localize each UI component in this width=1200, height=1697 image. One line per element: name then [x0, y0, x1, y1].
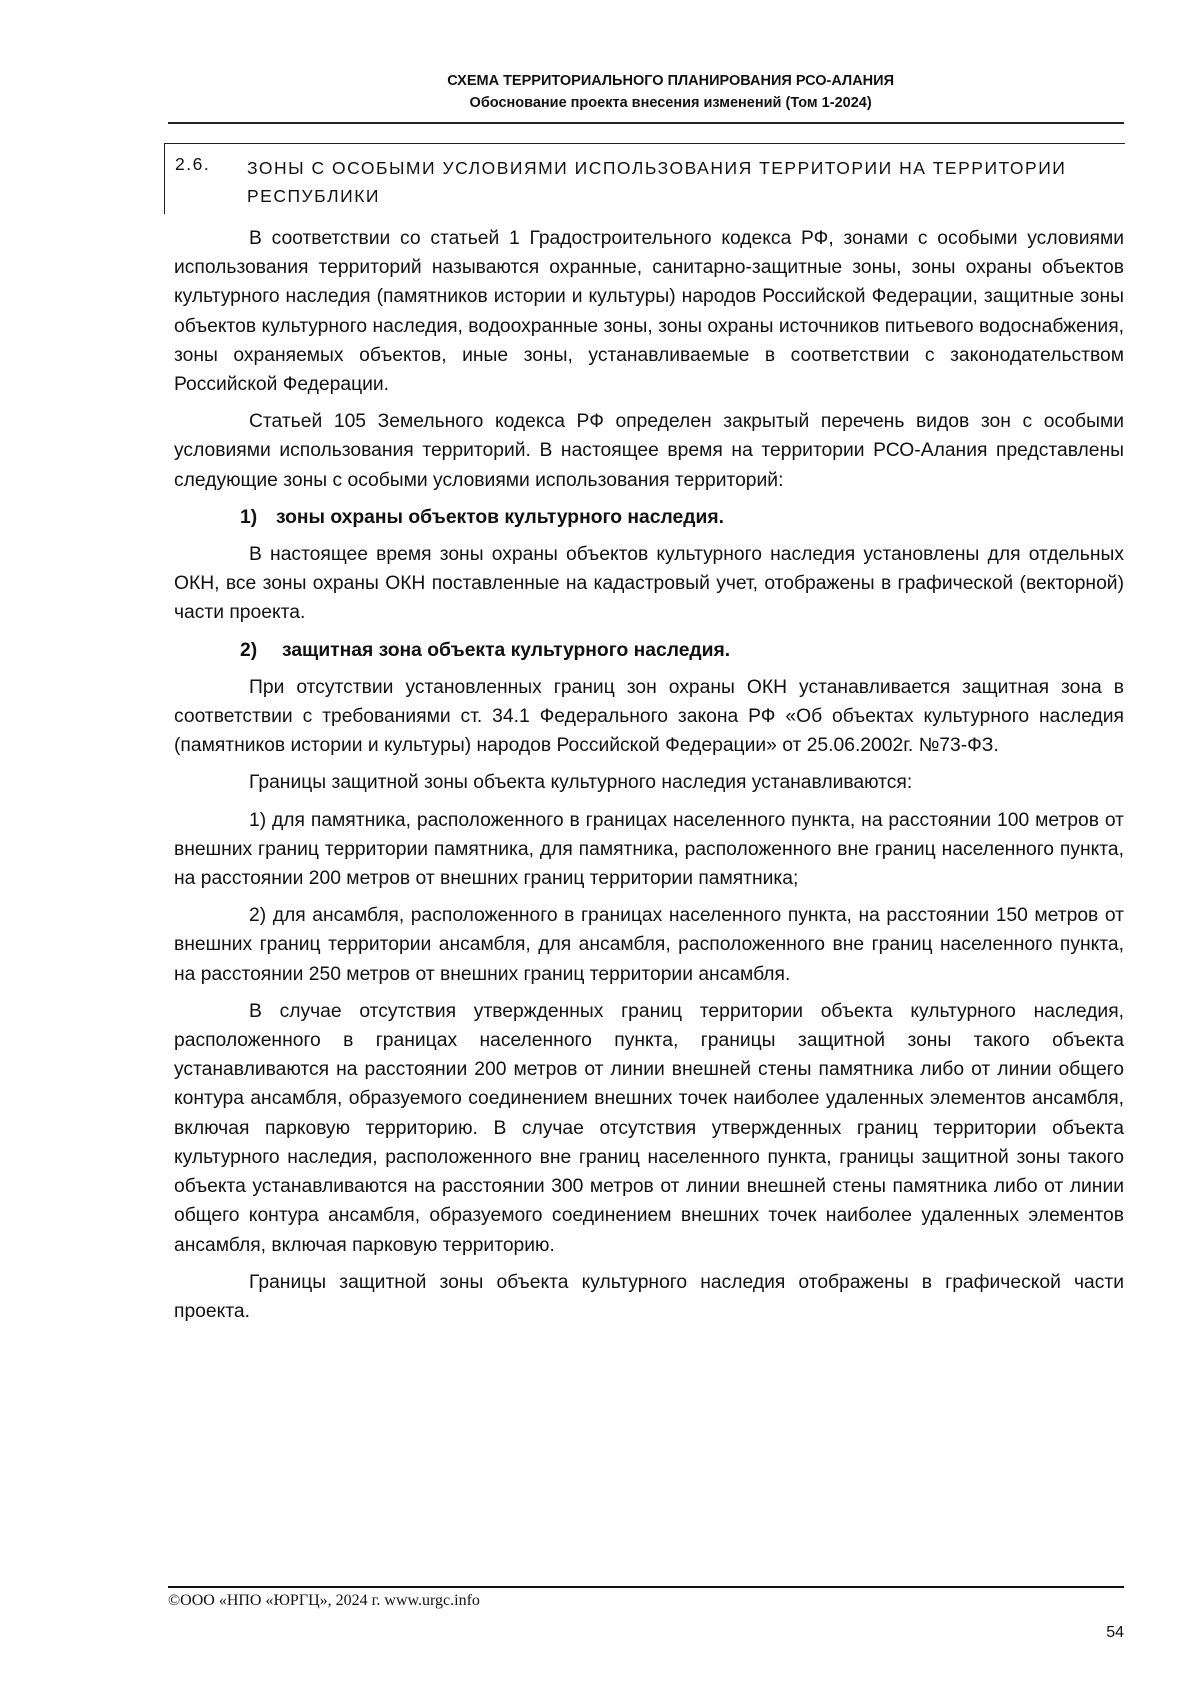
paragraph-7: 2) для ансамбля, расположенного в границах населенного пункта, на расстоянии 150 метров от внешних границ территории ансамбля, для ансамбля, расположенного вне границ населенного пункта, на расстоянии 250 метров от внешних границ территории ансамбля. [174, 905, 1124, 985]
paragraph-3: В настоящее время зоны охраны объектов культурного наследия установлены для отдельных ОКН, все зоны охраны ОКН поставленные на кадастровый учет, отображены в графической (векторной) части проекта. [174, 544, 1124, 624]
header-title: СХЕМА ТЕРРИТОРИАЛЬНОГО ПЛАНИРОВАНИЯ РСО-АЛАНИЯ [447, 73, 894, 89]
paragraph-4: При отсутствии установленных границ зон охраны ОКН устанавливается защитная зона в соответствии с требованиями ст. 34.1 Федерального закона РФ «Об объектах культурного наследия (памятников истории и культуры) народов Российской Федерации» от 25.06.2002г. №73-ФЗ. [174, 676, 1124, 757]
page-header [168, 70, 1124, 124]
list-heading-2 [174, 636, 1124, 665]
header-subtitle: Обоснование проекта внесения изменений (Том 1-2024) [469, 95, 872, 111]
paragraph-1: В соответствии со статьей 1 Градостроительного кодекса РФ, зонами с особыми условиями использования территорий называются охранные, санитарно-защитные зоны, зоны охраны объектов культурного наследия (памятников истории и культуры) народов Российской Федерации, защитные зоны объектов культурного наследия, водоохранные зоны, зоны охраны источников питьевого водоснабжения, зоны охраняемых объектов, иные зоны, устанавливаемые в соответствии с законодательством Российской Федерации. [174, 228, 1124, 396]
list-heading-1-text: зоны охраны объектов культурного наследия. [276, 506, 724, 528]
section-number: 2.6. [175, 154, 211, 174]
paragraph-9: Границы защитной зоны объекта культурного наследия отображены в графической части проекта. [174, 1271, 1124, 1322]
list-heading-1-number: 1) [240, 506, 258, 528]
footer-copyright: ©ООО «НПО «ЮРГЦ», 2024 г. www.urgc.info [168, 1592, 480, 1609]
page-number: 54 [1106, 1624, 1124, 1641]
paragraph-6: 1) для памятника, расположенного в границах населенного пункта, на расстоянии 100 метров от внешних границ территории памятника, для памятника, расположенного вне границ населенного пункта, на расстоянии 200 метров от внешних границ территории памятника; [174, 809, 1124, 890]
section-heading [164, 143, 1125, 214]
document-body [174, 224, 1124, 1334]
paragraph-5: Границы защитной зоны объекта культурного наследия устанавливаются: [249, 772, 913, 794]
section-title: ЗОНЫ С ОСОБЫМИ УСЛОВИЯМИ ИСПОЛЬЗОВАНИЯ ТЕРРИТОРИИ НА ТЕРРИТОРИИ РЕСПУБЛИКИ [247, 158, 1067, 206]
list-heading-2-number: 2) [240, 639, 258, 661]
page-footer [168, 1586, 1124, 1641]
header-text-block [447, 70, 894, 114]
list-heading-1 [174, 503, 1124, 532]
paragraph-8: В случае отсутствия утвержденных границ территории объекта культурного наследия, расположенного в границах населенного пункта, границы защитной зоны такого объекта устанавливаются на расстоянии 200 метров от линии внешней стены памятника либо от линии общего контура ансамбля, образуемого соединением внешних точек наиболее удаленных элементов ансамбля, включая парковую территорию. В случае отсутствия утвержденных границ территории объекта культурного наследия, расположенного вне границ населенного пункта, границы защитной зоны такого объекта устанавливаются на расстоянии 300 метров от линии внешней стены памятника либо от линии общего контура ансамбля, образуемого соединением внешних точек наиболее удаленных элементов ансамбля, включая парковую территорию. [174, 1000, 1124, 1256]
paragraph-2: Статьей 105 Земельного кодекса РФ определен закрытый перечень видов зон с особыми условиями использования территорий. В настоящее время на территории РСО-Алания представлены следующие зоны с особыми условиями использования территорий: [174, 411, 1124, 491]
list-heading-2-text: защитная зона объекта культурного наследия. [282, 639, 731, 661]
